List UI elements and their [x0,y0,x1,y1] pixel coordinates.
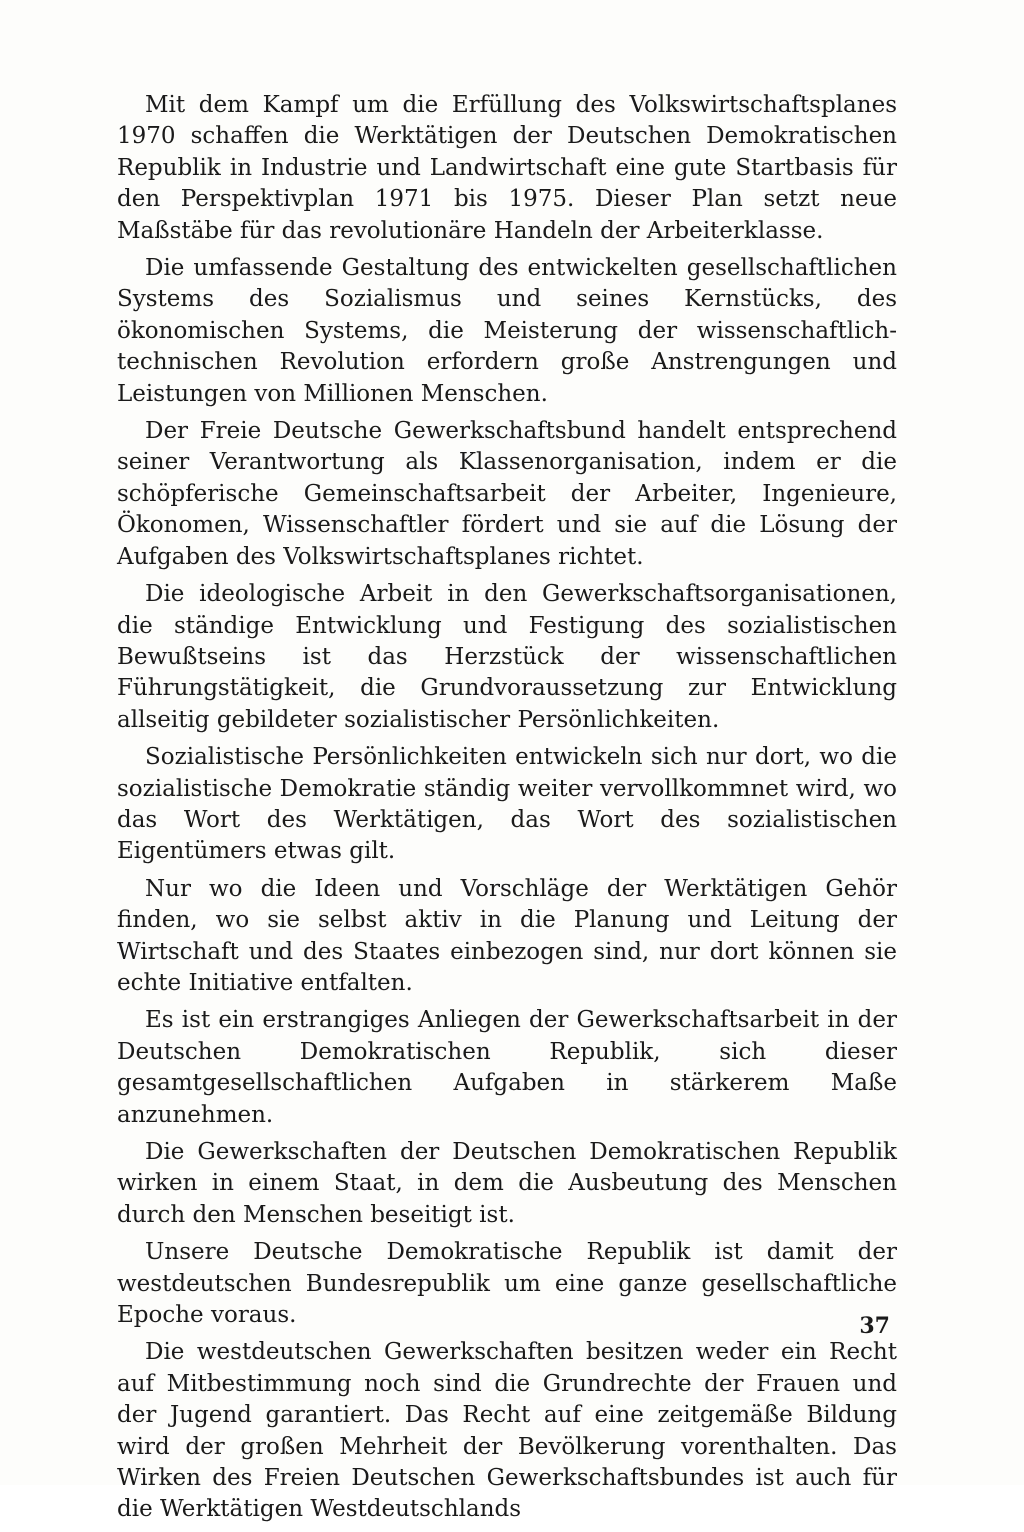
page-number: 37 [859,1313,890,1339]
paragraph-4: Die ideologische Arbeit in den Gewerkschaftsorganisationen, die ständige Entwicklung und Festigung des sozialistischen Bewußtseins ist das Herzstück der wissenschaftlichen Führungstätigkeit, die Grundvoraussetzung zur Entwicklung allseitig gebildeter sozialistischer Persönlichkeiten. [117,581,897,733]
paragraph-9: Unsere Deutsche Demokratische Republik ist damit der westdeutschen Bundesrepublik um eine ganze gesellschaftliche Epoche voraus. [117,1239,897,1329]
paragraph-8: Die Gewerkschaften der Deutschen Demokratischen Republik wirken in einem Staat, in dem die Ausbeutung des Menschen durch den Menschen beseitigt ist. [117,1139,897,1228]
paragraph-5: Sozialistische Persönlichkeiten entwickeln sich nur dort, wo die sozialistische Demokratie ständig weiter vervollkommnet wird, wo das Wort des Werktätigen, das Wort des sozialistischen Eigentümers etwas gilt. [117,744,897,865]
body-text [117,90,897,1532]
paragraph-7: Es ist ein erstrangiges Anliegen der Gewerkschaftsarbeit in der Deutschen Demokratischen Republik, sich dieser gesamtgesellschaftlichen Aufgaben in stärkerem Maße anzunehmen. [117,1007,897,1128]
paragraph-6: Nur wo die Ideen und Vorschläge der Werktätigen Gehör finden, wo sie selbst aktiv in die Planung und Leitung der Wirtschaft und des Staates einbezogen sind, nur dort können sie echte Initiative entfalten. [117,875,897,996]
paragraph-2: Die umfassende Gestaltung des entwickelten gesellschaftlichen Systems des Sozialismus und seines Kernstücks, des ökonomischen Systems, die Meisterung der wissenschaftlich-technischen Revolution erfordern große Anstrengungen und Leistungen von Millionen Menschen. [117,255,897,407]
paragraph-1: Mit dem Kampf um die Erfüllung des Volkswirtschaftsplanes 1970 schaffen die Werktätigen der Deutschen Demokratischen Republik in Industrie und Landwirtschaft eine gute Startbasis für den Perspektivplan 1971 bis 1975. Dieser Plan setzt neue Maßstäbe für das revolutionäre Handeln der Arbeiterklasse. [117,92,897,244]
paragraph-10: Die westdeutschen Gewerkschaften besitzen weder ein Recht auf Mitbestimmung noch sind die Grundrechte der Frauen und der Jugend garantiert. Das Recht auf eine zeitgemäße Bildung wird der großen Mehrheit der Bevölkerung vorenthalten. Das Wirken des Freien Deutschen Gewerkschaftsbundes ist auch für die Werktätigen Westdeutschlands [117,1339,897,1523]
paragraph-3: Der Freie Deutsche Gewerkschaftsbund handelt entsprechend seiner Verantwortung als Klassenorganisation, indem er die schöpferische Gemeinschaftsarbeit der Arbeiter, Ingenieure, Ökonomen, Wissenschaftler fördert und sie auf die Lösung der Aufgaben des Volkswirtschaftsplanes richtet. [117,418,897,570]
